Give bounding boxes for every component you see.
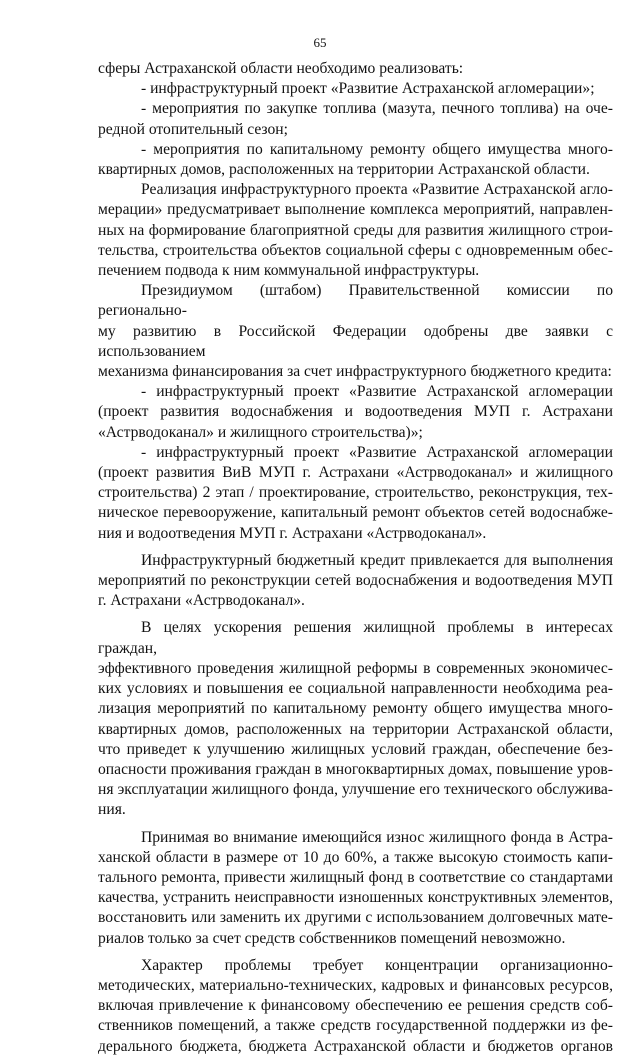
text-line (98, 1016, 613, 1036)
line-text: му развитию в Российской Федерации одобрены две заявки с использованием (98, 322, 613, 360)
text-line (98, 720, 613, 740)
text-line (98, 221, 613, 241)
line-text: Президиумом (штабом) Правительственной комиссии по регионально- (98, 282, 613, 320)
text-line (98, 140, 613, 160)
text-line (98, 79, 613, 99)
body-text (98, 59, 613, 1057)
line-text: квартирных домов, расположенных на территории Астраханской области. (98, 161, 590, 179)
line-text: В целях ускорения решения жилищной проблемы в интересах граждан, (98, 619, 613, 657)
line-text: - инфраструктурный проект «Развитие Астраханской агломерации (141, 443, 613, 461)
text-line (98, 443, 613, 463)
text-line (98, 99, 613, 119)
line-text: включая привлечение к финансовому обеспечению ее решения средств соб- (98, 997, 613, 1015)
line-text: квартирных домов, расположенных на территории Астраханской области, (98, 720, 613, 738)
line-text: (проект развития водоснабжения и водоотведения МУП г. Астрахани (98, 403, 613, 421)
text-line (98, 160, 613, 180)
line-text: - инфраструктурный проект «Развитие Астраханской агломерации (141, 383, 613, 401)
line-text: - мероприятия по закупке топлива (мазута, печного топлива) на оче- (141, 100, 613, 118)
text-line (98, 281, 613, 321)
line-text: ническое перевооружение, капитальный ремонт объектов сетей водоснабже- (98, 504, 613, 522)
text-line (98, 483, 613, 503)
line-text: мерации» предусматривает выполнение комплекса мероприятий, направлен- (98, 201, 613, 219)
text-line (98, 868, 613, 888)
text-line (98, 241, 613, 261)
text-line (98, 780, 613, 800)
page-number: 65 (313, 35, 327, 50)
text-line (98, 402, 613, 422)
line-text: ния. (98, 801, 126, 819)
text-line (98, 929, 613, 949)
text-line (98, 382, 613, 402)
line-text: ных на формирование благоприятной среды для развития жилищного строи- (98, 221, 613, 239)
line-text: - мероприятия по капитальному ремонту общего имущества много- (141, 140, 613, 158)
text-line (98, 908, 613, 928)
line-text: что приведет к улучшению жилищных условий граждан, обеспечение без- (98, 740, 613, 758)
line-text: дерального бюджета, бюджета Астраханской области и бюджетов органов (98, 1037, 613, 1055)
line-text: «Астрводоканал» и жилищного строительства)»; (98, 423, 423, 441)
line-text: ких условиях и повышения ее социальной направленности необходима реа- (98, 680, 613, 698)
text-line (98, 848, 613, 868)
line-text: печением подвода к ним коммунальной инфраструктуры. (98, 262, 480, 280)
text-line (98, 503, 613, 523)
text-line (98, 261, 613, 281)
line-text: опасности проживания граждан в многоквартирных домах, повышение уров- (98, 760, 613, 778)
text-line (98, 200, 613, 220)
line-text: тельства, строительства объектов социальной сферы с одновременным обес- (98, 241, 613, 259)
text-line (98, 888, 613, 908)
line-text: редной отопительный сезон; (98, 120, 288, 138)
line-text: Принимая во внимание имеющийся износ жилищного фонда в Астра- (141, 828, 613, 846)
line-text: строительства) 2 этап / проектирование, строительство, реконструкция, тех- (98, 484, 613, 502)
line-text: Инфраструктурный бюджетный кредит привлекается для выполнения (141, 551, 613, 569)
line-text: (проект развития ВиВ МУП г. Астрахани «Астрводоканал» и жилищного (98, 464, 613, 482)
line-text: методических, материально-технических, кадровых и финансовых ресурсов, (98, 976, 613, 994)
text-line (98, 591, 613, 611)
line-text: качества, устранить неисправности изношенных конструктивных элементов, (98, 889, 613, 907)
text-line (98, 828, 613, 848)
line-text: ня эксплуатации жилищного фонда, улучшение его технического обслужива- (98, 781, 613, 799)
line-text: восстановить или заменить их другими с использованием долговечных мате- (98, 909, 613, 927)
text-line (98, 659, 613, 679)
text-line (98, 1037, 613, 1057)
text-line (98, 956, 613, 976)
line-text: мероприятий по реконструкции сетей водоснабжения и водоотведения МУП (98, 572, 613, 590)
text-line (98, 180, 613, 200)
text-line (98, 59, 613, 79)
line-text: Реализация инфраструктурного проекта «Развитие Астраханской агло- (141, 181, 613, 199)
text-line (98, 760, 613, 780)
line-text: ханской области в размере от 10 до 60%, а также высокую стоимость капи- (98, 848, 613, 866)
line-text: лизация мероприятий по капитальному ремонту общего имущества много- (98, 700, 613, 718)
line-text: риалов только за счет средств собственников помещений невозможно. (98, 929, 566, 947)
line-text: механизма финансирования за счет инфраструктурного бюджетного кредита: (98, 363, 612, 381)
line-text: тального ремонта, привести жилищный фонд в соответствие со стандартами (98, 868, 613, 886)
text-line (98, 362, 613, 382)
text-line (98, 699, 613, 719)
text-line (98, 996, 613, 1016)
text-line (98, 322, 613, 362)
line-text: сферы Астраханской области необходимо реализовать: (98, 60, 464, 77)
text-line (98, 120, 613, 140)
line-text: ния и водоотведения МУП г. Астрахани «Астрводоканал». (98, 524, 487, 542)
line-text: Характер проблемы требует концентрации организационно- (141, 956, 613, 974)
line-text: эффективного проведения жилищной реформы в современных экономичес- (98, 659, 613, 677)
text-line (98, 679, 613, 699)
text-line (98, 571, 613, 591)
text-line (98, 976, 613, 996)
text-line (98, 524, 613, 544)
line-text: ственников помещений, а также средств государственной поддержки из фе- (98, 1017, 613, 1035)
text-line (98, 551, 613, 571)
text-line (98, 618, 613, 658)
text-line (98, 740, 613, 760)
text-line (98, 800, 613, 820)
text-line (98, 423, 613, 443)
line-text: - инфраструктурный проект «Развитие Астраханской агломерации»; (141, 80, 595, 98)
line-text: г. Астрахани «Астрводоканал». (98, 592, 305, 610)
text-line (98, 463, 613, 483)
